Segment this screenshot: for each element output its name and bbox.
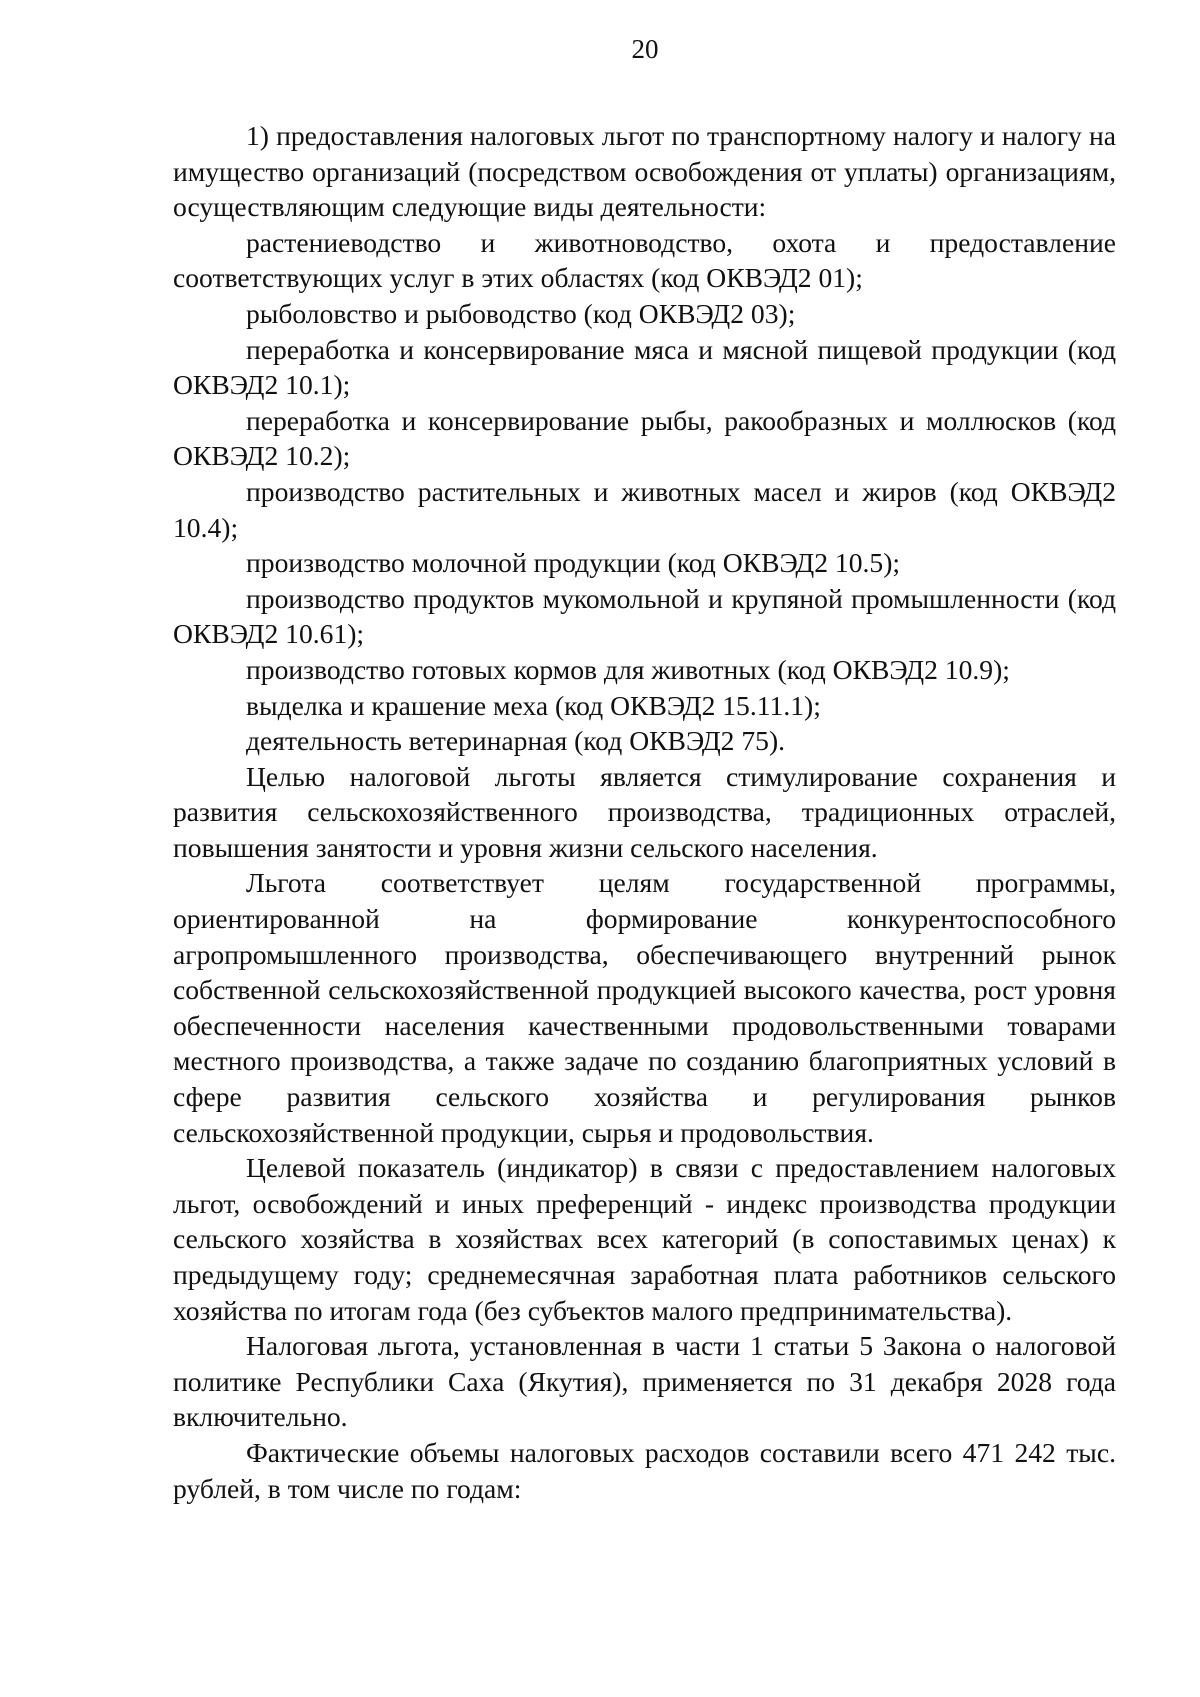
page-number: 20 <box>631 34 659 64</box>
activity-item: переработка и консервирование рыбы, ракообразных и моллюсков (код ОКВЭД2 10.2); <box>173 404 1116 472</box>
paragraph-volumes: Фактические объемы налоговых расходов составили всего 471 242 тыс. рублей, в том числе по годам: <box>173 1436 1116 1504</box>
activity-item: производство молочной продукции (код ОКВЭД2 10.5); <box>246 547 901 579</box>
activity-item: производство готовых кормов для животных (код ОКВЭД2 10.9); <box>246 653 1010 685</box>
activity-item: выделка и крашение меха (код ОКВЭД2 15.11.1); <box>246 689 821 721</box>
activity-item: деятельность ветеринарная (код ОКВЭД2 75). <box>246 725 786 757</box>
paragraph-goal: Целью налоговой льготы является стимулирование сохранения и развития сельскохозяйственного производства, традиционных отраслей, повышения занятости и уровня жизни сельского населения. <box>173 760 1116 863</box>
paragraph-validity: Налоговая льгота, установленная в части 1 статьи 5 Закона о налоговой политике Республики Саха (Якутия), применяется по 31 декабря 2028 года включительно. <box>173 1330 1116 1433</box>
paragraph-program: Льгота соответствует целям государственной программы, ориентированной на формирование конкурентоспособного агропромышленного производства, обеспечивающего внутренний рынок собственной сельскохозяйственной продукцией высокого качества, рост уровня обеспеченности населения качественными продовольственными товарами местного производства, а также задаче по созданию благоприятных условий в сфере развития сельского хозяйства и регулирования рынков сельскохозяйственной продукции, сырья и продовольствия. <box>173 867 1116 1148</box>
paragraph-indicator: Целевой показатель (индикатор) в связи с предоставлением налоговых льгот, освобождений и иных преференций - индекс производства продукции сельского хозяйства в хозяйствах всех категорий (в сопоставимых ценах) к предыдущему году; среднемесячная заработная плата работников сельского хозяйства по итогам года (без субъектов малого предпринимательства). <box>173 1152 1116 1326</box>
paragraph-intro: 1) предоставления налоговых льгот по транспортному налогу и налогу на имущество организаций (посредством освобождения от уплаты) организациям, осуществляющим следующие виды деятельности: <box>173 120 1116 223</box>
activity-item: производство продуктов мукомольной и крупяной промышленности (код ОКВЭД2 10.61); <box>173 582 1116 650</box>
document-body <box>173 118 1116 1506</box>
activity-item: производство растительных и животных масел и жиров (код ОКВЭД2 10.4); <box>173 475 1116 543</box>
activity-item: переработка и консервирование мяса и мясной пищевой продукции (код ОКВЭД2 10.1); <box>173 333 1116 401</box>
activity-item: рыболовство и рыбоводство (код ОКВЭД2 03); <box>246 297 796 329</box>
activity-item: растениеводство и животноводство, охота и предоставление соответствующих услуг в этих областях (код ОКВЭД2 01); <box>173 226 1116 294</box>
